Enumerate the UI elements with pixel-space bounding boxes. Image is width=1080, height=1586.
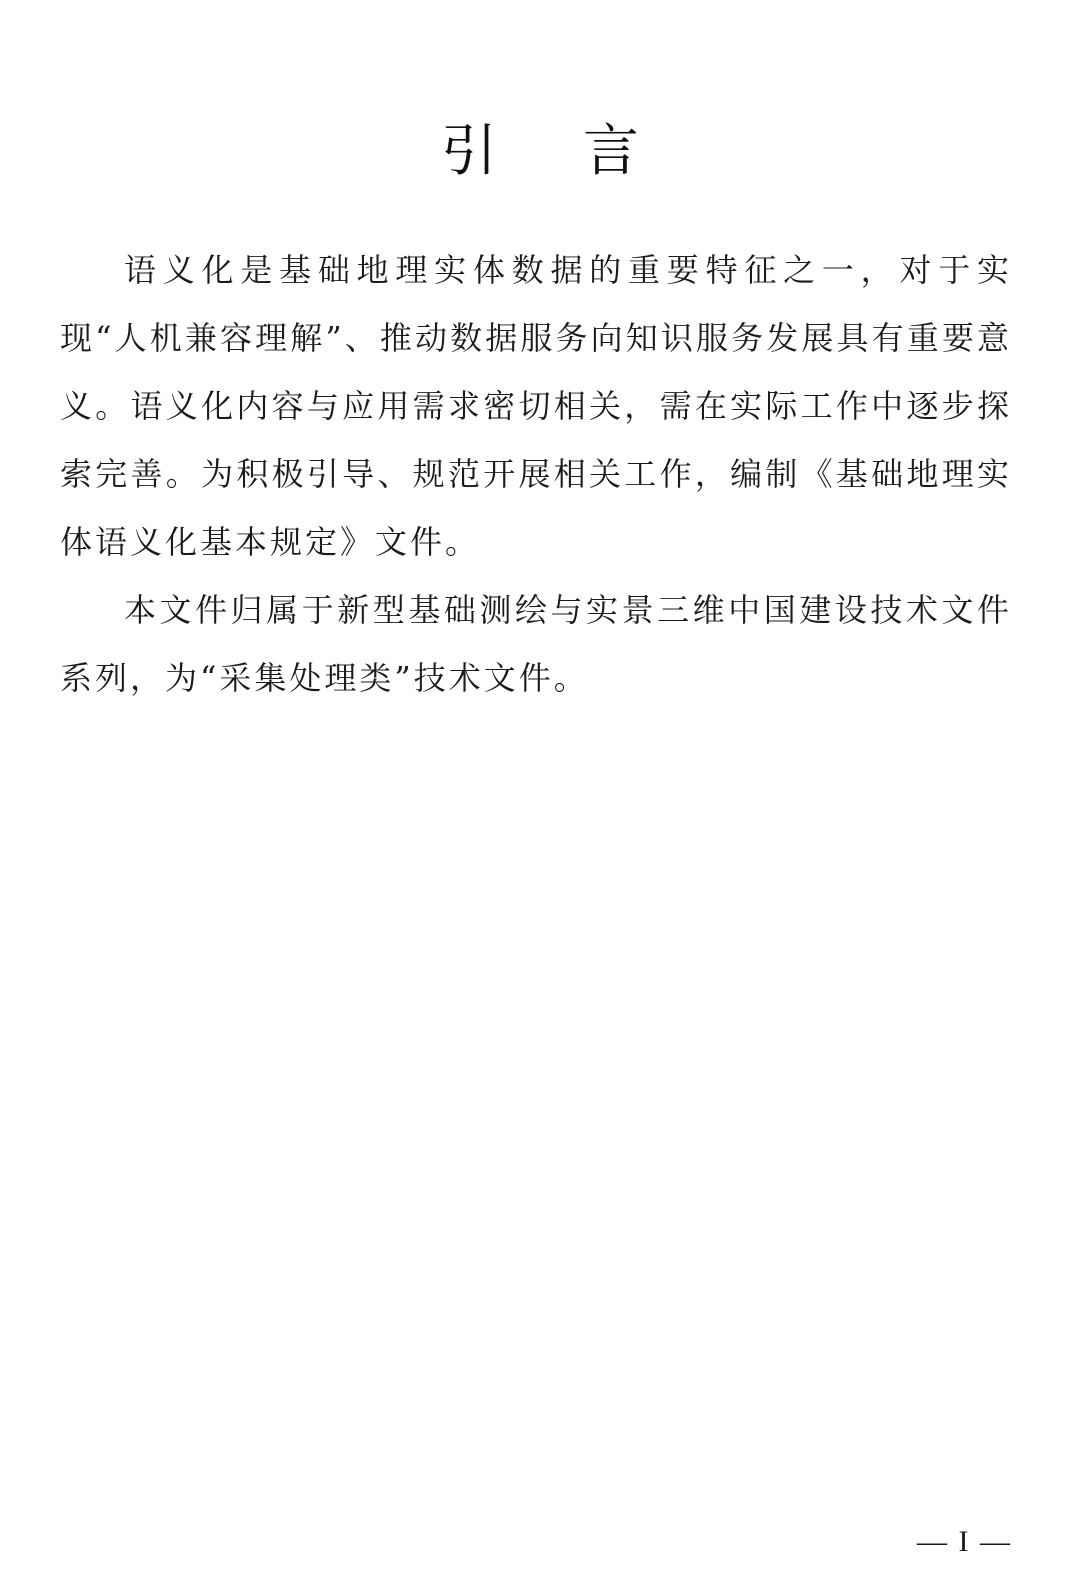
page-number: — I — [917, 1525, 1012, 1558]
body-text [60, 236, 1012, 712]
paragraph-1: 语义化是基础地理实体数据的重要特征之一，对于实现“人机兼容理解”、推动数据服务向知识服务发展具有重要意义。语义化内容与应用需求密切相关，需在实际工作中逐步探索完善。为积极引导、规范开展相关工作，编制《基础地理实体语义化基本规定》文件。 [60, 251, 1012, 561]
page-title: 引言 [441, 119, 725, 184]
paragraph-2: 本文件归属于新型基础测绘与实景三维中国建设技术文件系列，为“采集处理类”技术文件。 [60, 591, 1012, 697]
